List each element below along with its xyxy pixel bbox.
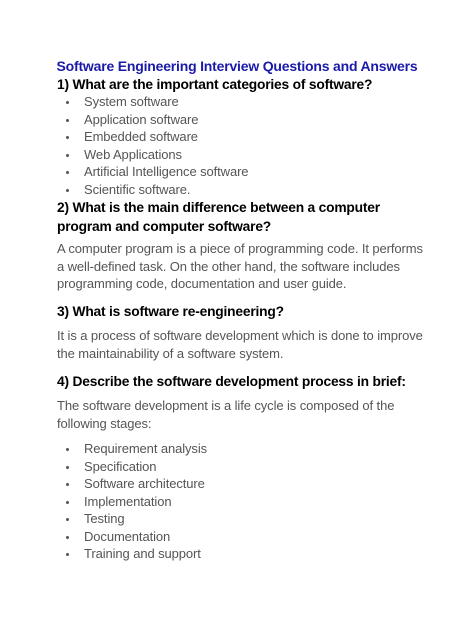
list-item bbox=[60, 493, 400, 511]
bullet-icon bbox=[66, 466, 69, 469]
list-item-label: Documentation bbox=[84, 528, 171, 544]
list-item-label: Embedded software bbox=[84, 129, 198, 144]
bullet-icon bbox=[66, 483, 69, 486]
answer-2: A computer program is a piece of programming code. It performs a well-defined task. On the other hand, the software includes programming code, documentation and user guide. bbox=[57, 241, 423, 291]
list-item bbox=[60, 128, 400, 146]
list-item-label: Training and support bbox=[84, 546, 201, 561]
bullet-icon bbox=[66, 501, 69, 504]
question-1: 1) What are the important categories of software? bbox=[57, 77, 373, 92]
list-item-label: Specification bbox=[84, 458, 157, 474]
list-item-label: Requirement analysis bbox=[84, 441, 208, 456]
bullet-icon bbox=[66, 536, 69, 539]
bullet-icon bbox=[66, 119, 69, 122]
list-item bbox=[60, 93, 400, 111]
bullet-icon bbox=[66, 448, 69, 451]
list-item bbox=[60, 181, 400, 199]
bullet-icon bbox=[66, 101, 69, 104]
bullet-icon bbox=[66, 518, 69, 521]
list-item bbox=[60, 510, 400, 528]
list-item bbox=[60, 111, 400, 129]
list-item-label: Testing bbox=[84, 511, 125, 526]
answer-3: It is a process of software development which is done to improve the maintainability of a software system. bbox=[57, 328, 423, 361]
question-3: 3) What is software re-engineering? bbox=[57, 304, 284, 319]
list-item bbox=[60, 528, 400, 546]
list-item-label: Implementation bbox=[84, 493, 172, 509]
list-item bbox=[60, 458, 400, 476]
list-item bbox=[60, 163, 400, 181]
list-item-label: Application software bbox=[84, 111, 199, 127]
question-4: 4) Describe the software development process in brief: bbox=[57, 374, 406, 389]
list-item bbox=[60, 440, 400, 458]
bullet-icon bbox=[66, 171, 69, 174]
document-title: Software Engineering Interview Questions and Answers bbox=[56, 58, 418, 74]
list-item-label: Software architecture bbox=[84, 476, 205, 491]
bullet-icon bbox=[66, 136, 69, 139]
list-item-label: Artificial Intelligence software bbox=[84, 164, 249, 179]
list-item-label: System software bbox=[84, 94, 179, 109]
list-item bbox=[60, 146, 400, 164]
list-item bbox=[60, 475, 400, 493]
list-item-label: Scientific software. bbox=[84, 181, 191, 197]
answer-4: The software development is a life cycle is composed of the following stages: bbox=[57, 398, 395, 431]
bullet-icon bbox=[66, 154, 69, 157]
software-categories-list bbox=[60, 93, 400, 198]
list-item bbox=[60, 545, 400, 563]
bullet-icon bbox=[66, 553, 69, 556]
bullet-icon bbox=[66, 189, 69, 192]
question-2: 2) What is the main difference between a computer program and computer software? bbox=[57, 200, 380, 234]
list-item-label: Web Applications bbox=[84, 146, 182, 162]
development-stages-list bbox=[60, 440, 400, 563]
